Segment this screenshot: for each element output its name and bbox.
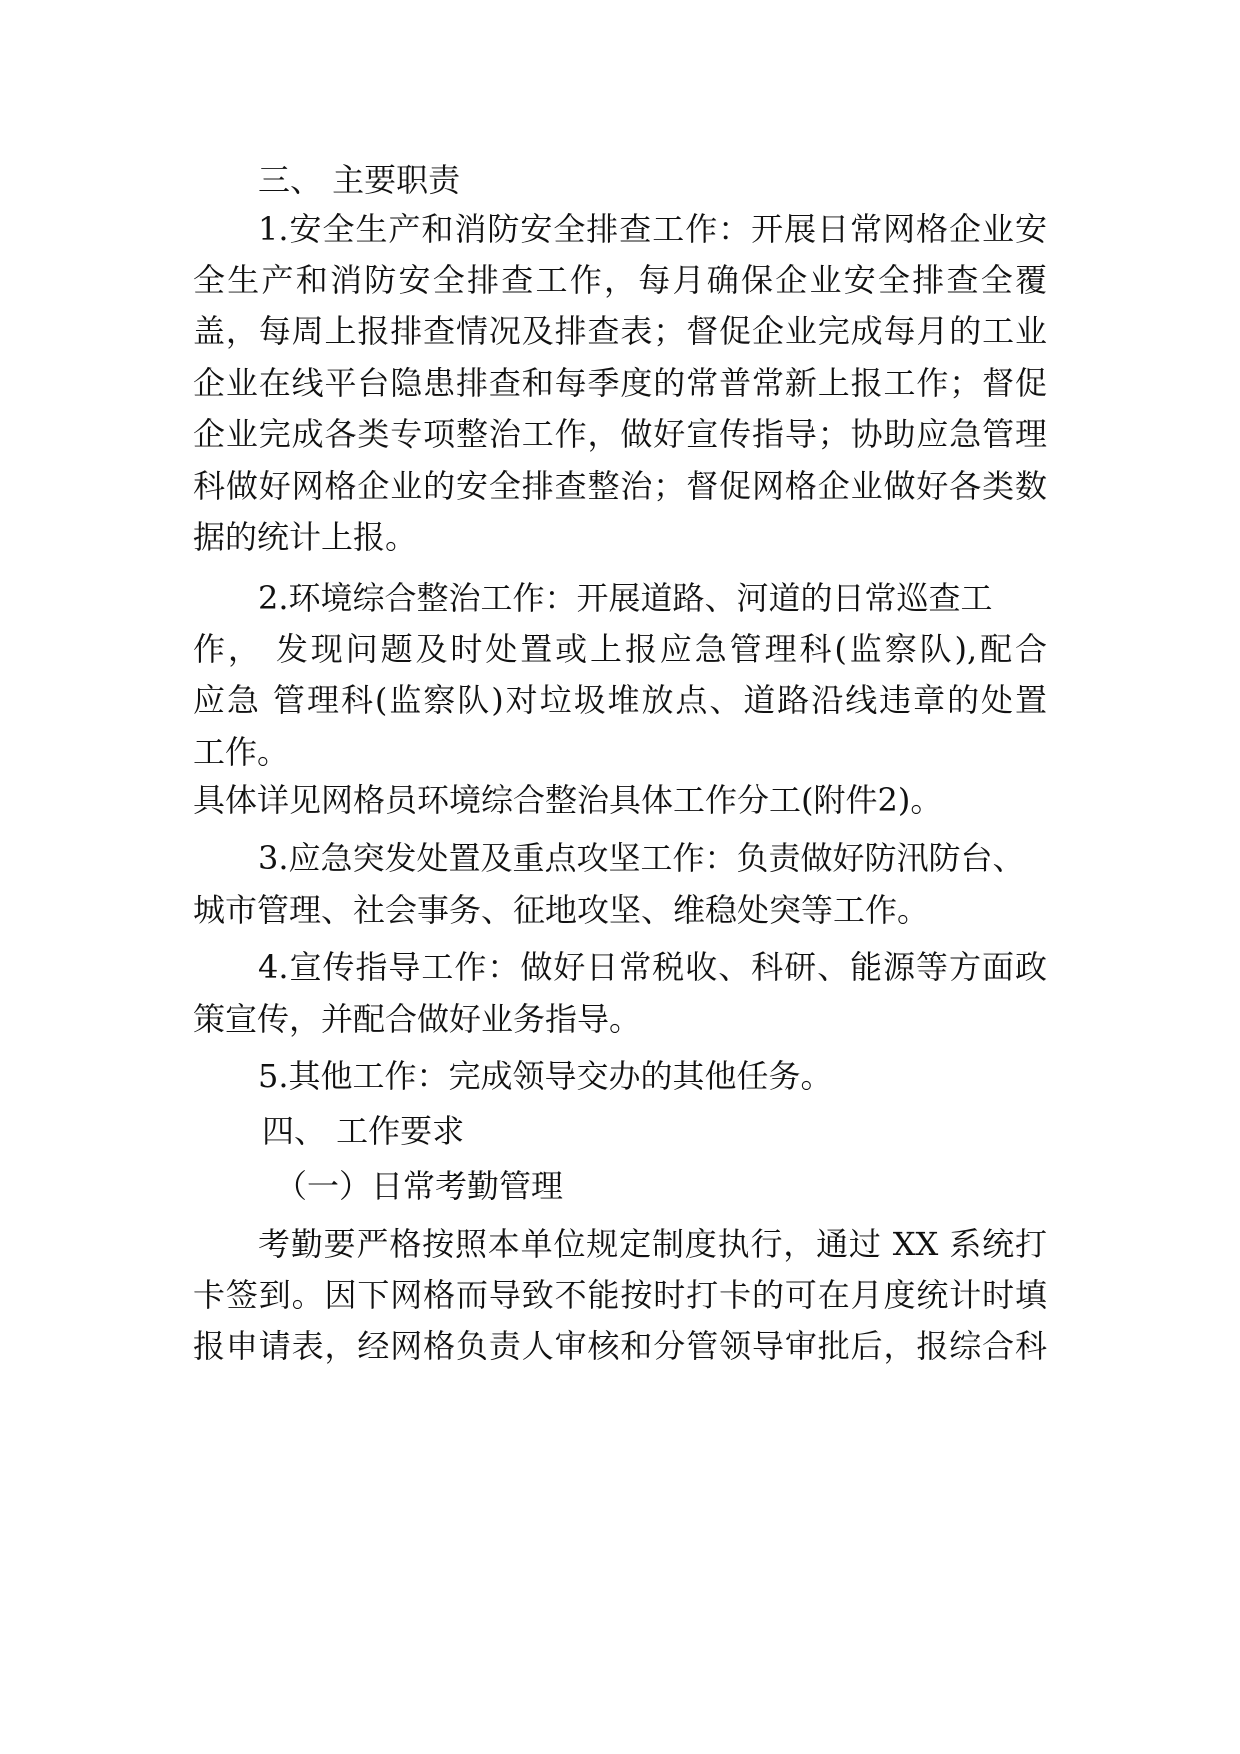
item-2-line-3: 应急 管理科(监察队)对垃圾堆放点、道路沿线违章的处置	[193, 681, 1047, 719]
subsection-heading-1: （一）日常考勤管理	[275, 1167, 564, 1205]
item-2-line-2: 作， 发现问题及时处置或上报应急管理科(监察队),配合	[193, 630, 1047, 668]
item-1-line-3: 盖，每周上报排查情况及排查表；督促企业完成每月的工业	[193, 312, 1047, 350]
item-1-line-4: 企业在线平台隐患排查和每季度的常普常新上报工作；督促	[193, 364, 1047, 402]
item-3-line-1: 3.应急突发处置及重点攻坚工作：负责做好防汛防台、	[258, 839, 1025, 877]
section-heading-4: 四、 工作要求	[262, 1112, 465, 1150]
item-1-line-5: 企业完成各类专项整治工作，做好宣传指导；协助应急管理	[193, 415, 1047, 453]
section-heading-3: 三、 主要职责	[258, 161, 461, 199]
item-4-line-2: 策宣传，并配合做好业务指导。	[193, 1000, 642, 1038]
item-3-line-2: 城市管理、社会事务、征地攻坚、维稳处突等工作。	[193, 891, 930, 929]
item-2-line-5: 具体详见网格员环境综合整治具体工作分工(附件2)。	[193, 781, 943, 819]
attendance-line-1: 考勤要严格按照本单位规定制度执行，通过 XX 系统打	[258, 1225, 1047, 1263]
item-5: 5.其他工作：完成领导交办的其他任务。	[258, 1057, 833, 1095]
item-2-line-1: 2.环境综合整治工作：开展道路、河道的日常巡查工	[258, 579, 993, 617]
item-2-line-4: 工作。	[193, 733, 290, 771]
attendance-line-2: 卡签到。因下网格而导致不能按时打卡的可在月度统计时填	[193, 1276, 1047, 1314]
item-1-line-1: 1.安全生产和消防安全排查工作：开展日常网格企业安	[258, 210, 1047, 248]
item-1-line-7: 据的统计上报。	[193, 518, 418, 556]
attendance-line-3: 报申请表，经网格负责人审核和分管领导审批后，报综合科	[193, 1327, 1047, 1365]
item-1-line-2: 全生产和消防安全排查工作，每月确保企业安全排查全覆	[193, 261, 1047, 299]
item-4-line-1: 4.宣传指导工作：做好日常税收、科研、能源等方面政	[258, 948, 1047, 986]
item-1-line-6: 科做好网格企业的安全排查整治；督促网格企业做好各类数	[193, 467, 1047, 505]
